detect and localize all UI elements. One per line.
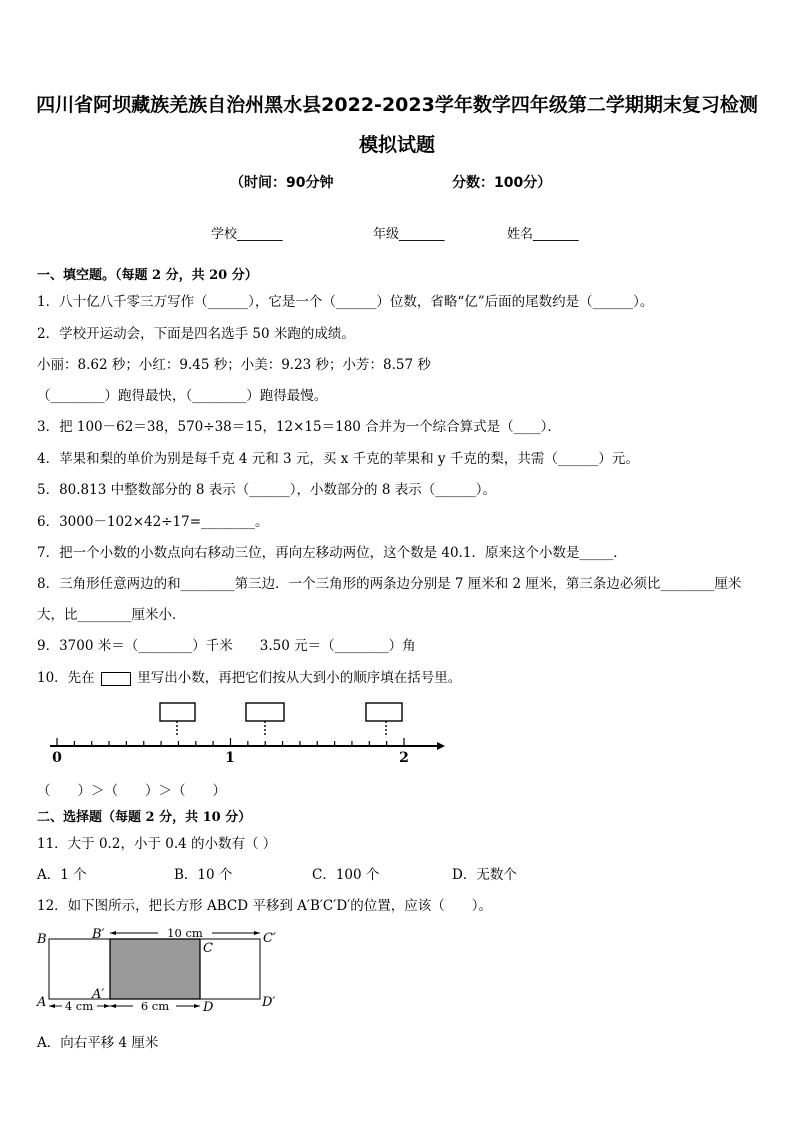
name-field: 姓名_______ [507, 227, 579, 242]
number-line-label-1: 1 [225, 750, 235, 766]
label-b: B [37, 932, 47, 947]
number-line-box-1 [160, 703, 195, 721]
section-2-heading: 二、选择题（每题 2 分，共 10 分） [37, 810, 252, 825]
label-d-prime: D′ [262, 995, 276, 1010]
title-line-2: 模拟试题 [358, 134, 435, 156]
question-7: 7．把一个小数的小数点向右移动三位，再向左移动两位，这个数是 40.1．原来这个小数是_____． [37, 545, 627, 561]
question-11-option-c: C．100 个 [312, 867, 380, 883]
question-10 [37, 666, 461, 686]
exam-time: （时间：90分钟 [230, 175, 334, 191]
section-1-heading: 一、填空题。（每题 2 分，共 20 分） [37, 268, 258, 283]
question-2-data: 小丽：8.62 秒；小红：9.45 秒；小美：9.23 秒；小芳：8.57 秒 [37, 357, 431, 373]
school-field: 学校_______ [211, 227, 283, 242]
question-1: 1．八十亿八千零三万写作（______），它是一个（______）位数，省略“亿”后面的尾数约是（______）。 [37, 294, 654, 310]
label-a: A [37, 995, 47, 1010]
question-10-order: （ ）＞（ ）＞（ ） [37, 783, 226, 799]
answer-box-icon [101, 672, 131, 686]
dim-arrow-icon [254, 931, 260, 935]
question-3: 3．把 100－62＝38，570÷38＝15，12×15＝180 合并为一个综合算式是（____）． [37, 419, 561, 435]
dim-arrow-icon [194, 1004, 200, 1008]
question-12-option-a: A．向右平移 4 厘米 [37, 1035, 159, 1051]
question-8-line-2: 大，比________厘米小． [37, 607, 186, 623]
title-line-1: 四川省阿坝藏族羌族自治州黑水县2022-2023学年数学四年级第二学期期末复习检测 [36, 94, 758, 116]
label-c-prime: C′ [263, 931, 276, 946]
dim-label-left: 4 cm [64, 999, 94, 1013]
question-4: 4．苹果和梨的单价为别是每千克 4 元和 3 元，买 x 千克的苹果和 y 千克的梨，共需（______）元。 [37, 451, 639, 467]
label-c: C [203, 941, 213, 956]
label-d: D [203, 1000, 214, 1015]
number-line [0, 695, 794, 775]
dim-label-middle: 6 cm [140, 999, 170, 1013]
question-2-blank: （________）跑得最快，（________）跑得最慢。 [37, 388, 328, 404]
number-line-box-2 [246, 703, 284, 721]
number-line-label-0: 0 [52, 750, 62, 766]
question-11-option-b: B．10 个 [174, 867, 233, 883]
label-b-prime: B′ [92, 927, 105, 942]
question-6: 6．3000－102×42÷17=________。 [37, 514, 269, 530]
question-8-line-1: 8．三角形任意两边的和________第三边．一个三角形的两条边分别是 7 厘米和 2 厘米，第三条边必须比________厘米 [37, 576, 742, 592]
question-2: 2．学校开运动会，下面是四名选手 50 米跑的成绩。 [37, 326, 355, 342]
shaded-rectangle [110, 939, 200, 999]
question-11-option-a: A．1 个 [37, 867, 87, 883]
question-5: 5．80.813 中整数部分的 8 表示（______），小数部分的 8 表示（______）。 [37, 482, 496, 498]
dim-label-top: 10 cm [167, 926, 203, 940]
number-line-arrow-icon [437, 742, 445, 750]
label-a-prime: A′ [92, 987, 105, 1002]
dim-arrow-icon [104, 1004, 110, 1008]
question-9: 9．3700 米＝（________）千米 3.50 元＝（________）角 [37, 638, 416, 654]
dim-arrow-icon [49, 1004, 55, 1008]
exam-score: 分数：100分） [452, 175, 552, 191]
number-line-box-3 [366, 703, 402, 721]
question-11-option-d: D．无数个 [452, 867, 517, 883]
number-line-label-2: 2 [399, 750, 409, 766]
dim-arrow-icon [110, 1004, 116, 1008]
question-11: 11．大于 0.2，小于 0.4 的小数有（ ） [37, 836, 277, 852]
question-10-suffix: 里写出小数，再把它们按从大到小的顺序填在括号里。 [137, 670, 462, 686]
question-12: 12．如下图所示，把长方形 ABCD 平移到 A′B′C′D′的位置，应该（ ）。 [37, 898, 492, 914]
grade-field: 年级_______ [373, 227, 445, 242]
question-10-prefix: 10．先在 [37, 670, 95, 686]
rectangle-figure [0, 920, 794, 1020]
dim-arrow-icon [110, 931, 116, 935]
